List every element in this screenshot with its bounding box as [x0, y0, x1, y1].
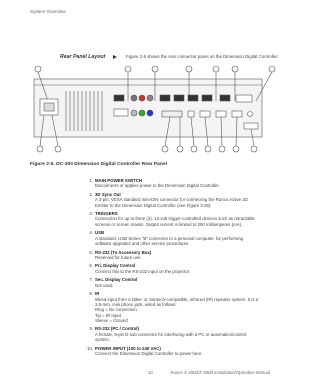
item-description: Connection for up to three (3), 12-volt trigger-controlled devices such as retractable screens or screen masks. Output current is limited to 250 milliamperes (mA). [95, 216, 255, 227]
item-description: A 3-pin, VESA standard mini-DIN connector for connecting the Runco Active 3D Emitter to the Dimension Digital Controller (see Figure 3-28). [95, 197, 248, 208]
running-header: System Overview [30, 9, 66, 14]
sec-display-port [232, 111, 242, 117]
callout-top-a [35, 66, 41, 72]
list-item [89, 230, 290, 246]
figure-caption: Figure 2-5. DC-300 Dimension Digital Controller Rear Panel [30, 162, 167, 167]
callout-top-g [269, 66, 275, 72]
callout-bottom-e [191, 146, 197, 152]
rs232-accessory-port [200, 111, 210, 117]
callout-top-d [186, 66, 192, 72]
item-description: Not used. [95, 282, 114, 288]
list-item [89, 291, 290, 323]
item-number: 1. [89, 178, 93, 183]
callout-bottom-f [205, 146, 211, 152]
list-item [89, 326, 290, 343]
item-description: Wired input from a Niles- or Xantech-compatible, infrared (IR) repeater system. It is a 3.5-mm, mini phono jack, wired as follows: Ring = No connection Tip = IR Input Sleeve = Ground [95, 296, 259, 323]
callout-bottom-i [251, 146, 257, 152]
item-title: TRIGGERS [95, 211, 118, 217]
item-description: Disconnects or applies power to the Dimension Digital Controller. [95, 183, 220, 189]
hdmi-output [220, 95, 230, 101]
hdmi-input-4 [202, 95, 212, 101]
arrow-right-icon [113, 55, 117, 59]
rca-jack-5 [139, 110, 145, 116]
callout-top-e [213, 66, 219, 72]
item-number: 6. [89, 263, 93, 269]
callout-bottom-a [37, 146, 43, 152]
item-title: RS-232 (PC / Control) [95, 326, 139, 332]
item-description: A female, 9-pin D-sub connector for interfacing with a PC or automation/control system. [95, 331, 247, 343]
power-switch [44, 103, 54, 111]
item-title: POWER INPUT (100 to 240 VAC) [95, 345, 161, 351]
list-item [86, 345, 290, 357]
callout-top-b [125, 66, 131, 72]
callout-bottom-g [219, 146, 225, 152]
rca-jack-4 [131, 110, 137, 116]
rca-jack-1 [131, 95, 137, 101]
item-number: 10. [86, 345, 93, 351]
footer-doc-title: Runco X-400d/X-500d Installation/Operation Manual [170, 370, 270, 375]
pri-display-port [216, 111, 226, 117]
item-title: Pri. Display Control [95, 263, 136, 269]
callout-top-c [152, 66, 158, 72]
hdmi-input-2 [174, 95, 184, 101]
item-number: 7. [89, 277, 93, 283]
rear-panel-diagram [30, 61, 280, 157]
item-title: RS-232 (To Accessory Box) [95, 249, 152, 255]
usb-port [188, 111, 194, 117]
rear-panel-item-list [86, 178, 290, 360]
vga-connector [114, 109, 128, 116]
page-number: 10 [148, 370, 153, 375]
rs232-connector [236, 95, 252, 102]
item-title: MAIN POWER SWITCH [95, 178, 143, 183]
callout-bottom-h [233, 146, 239, 152]
panel-chassis [34, 79, 262, 137]
hdmi-input-3 [188, 95, 198, 101]
item-number: 9. [89, 326, 93, 332]
list-item [89, 263, 290, 274]
ir-jack [248, 112, 253, 117]
item-description: Connect the Dimension Digital Controller to power here. [95, 350, 203, 356]
callout-bottom-d [177, 146, 183, 152]
item-number: 3. [89, 211, 93, 217]
callout-top-f [232, 66, 238, 72]
item-title: Sec. Display Control [95, 277, 138, 283]
pc-control-port [244, 123, 258, 129]
item-description: A standard, USB Series "B" connector to a personal computer, for performing software upgrades and other service procedures. [95, 235, 243, 246]
item-number: 4. [89, 230, 93, 236]
rca-jack-3 [147, 95, 153, 101]
item-description: Reserved for future use. [95, 254, 142, 260]
hdmi-input-1 [160, 95, 170, 101]
item-number: 2. [89, 191, 93, 197]
item-title: IR [95, 291, 100, 297]
list-item [89, 277, 290, 288]
item-title: 3D Sync Out [95, 191, 121, 197]
trigger-block [162, 111, 182, 117]
section-intro: Figure 2-5 shows the rear connector panel on the Dimension Digital Controller. [126, 54, 279, 59]
hdmi-connector [114, 95, 124, 101]
list-item [89, 249, 290, 261]
item-description: Connect this to the RS-232 input on the projector. [95, 268, 191, 274]
callout-bottom-c [162, 146, 168, 152]
item-number: 8. [89, 291, 93, 297]
list-item [89, 211, 290, 227]
rca-jack-2 [139, 95, 145, 101]
list-item [89, 191, 290, 208]
list-item [89, 178, 290, 189]
callout-bottom-b [55, 146, 61, 152]
item-number: 5. [89, 249, 93, 255]
rca-jack-6 [147, 110, 153, 116]
section-title: Rear Panel Layout [60, 54, 106, 60]
item-title: USB [95, 230, 105, 236]
